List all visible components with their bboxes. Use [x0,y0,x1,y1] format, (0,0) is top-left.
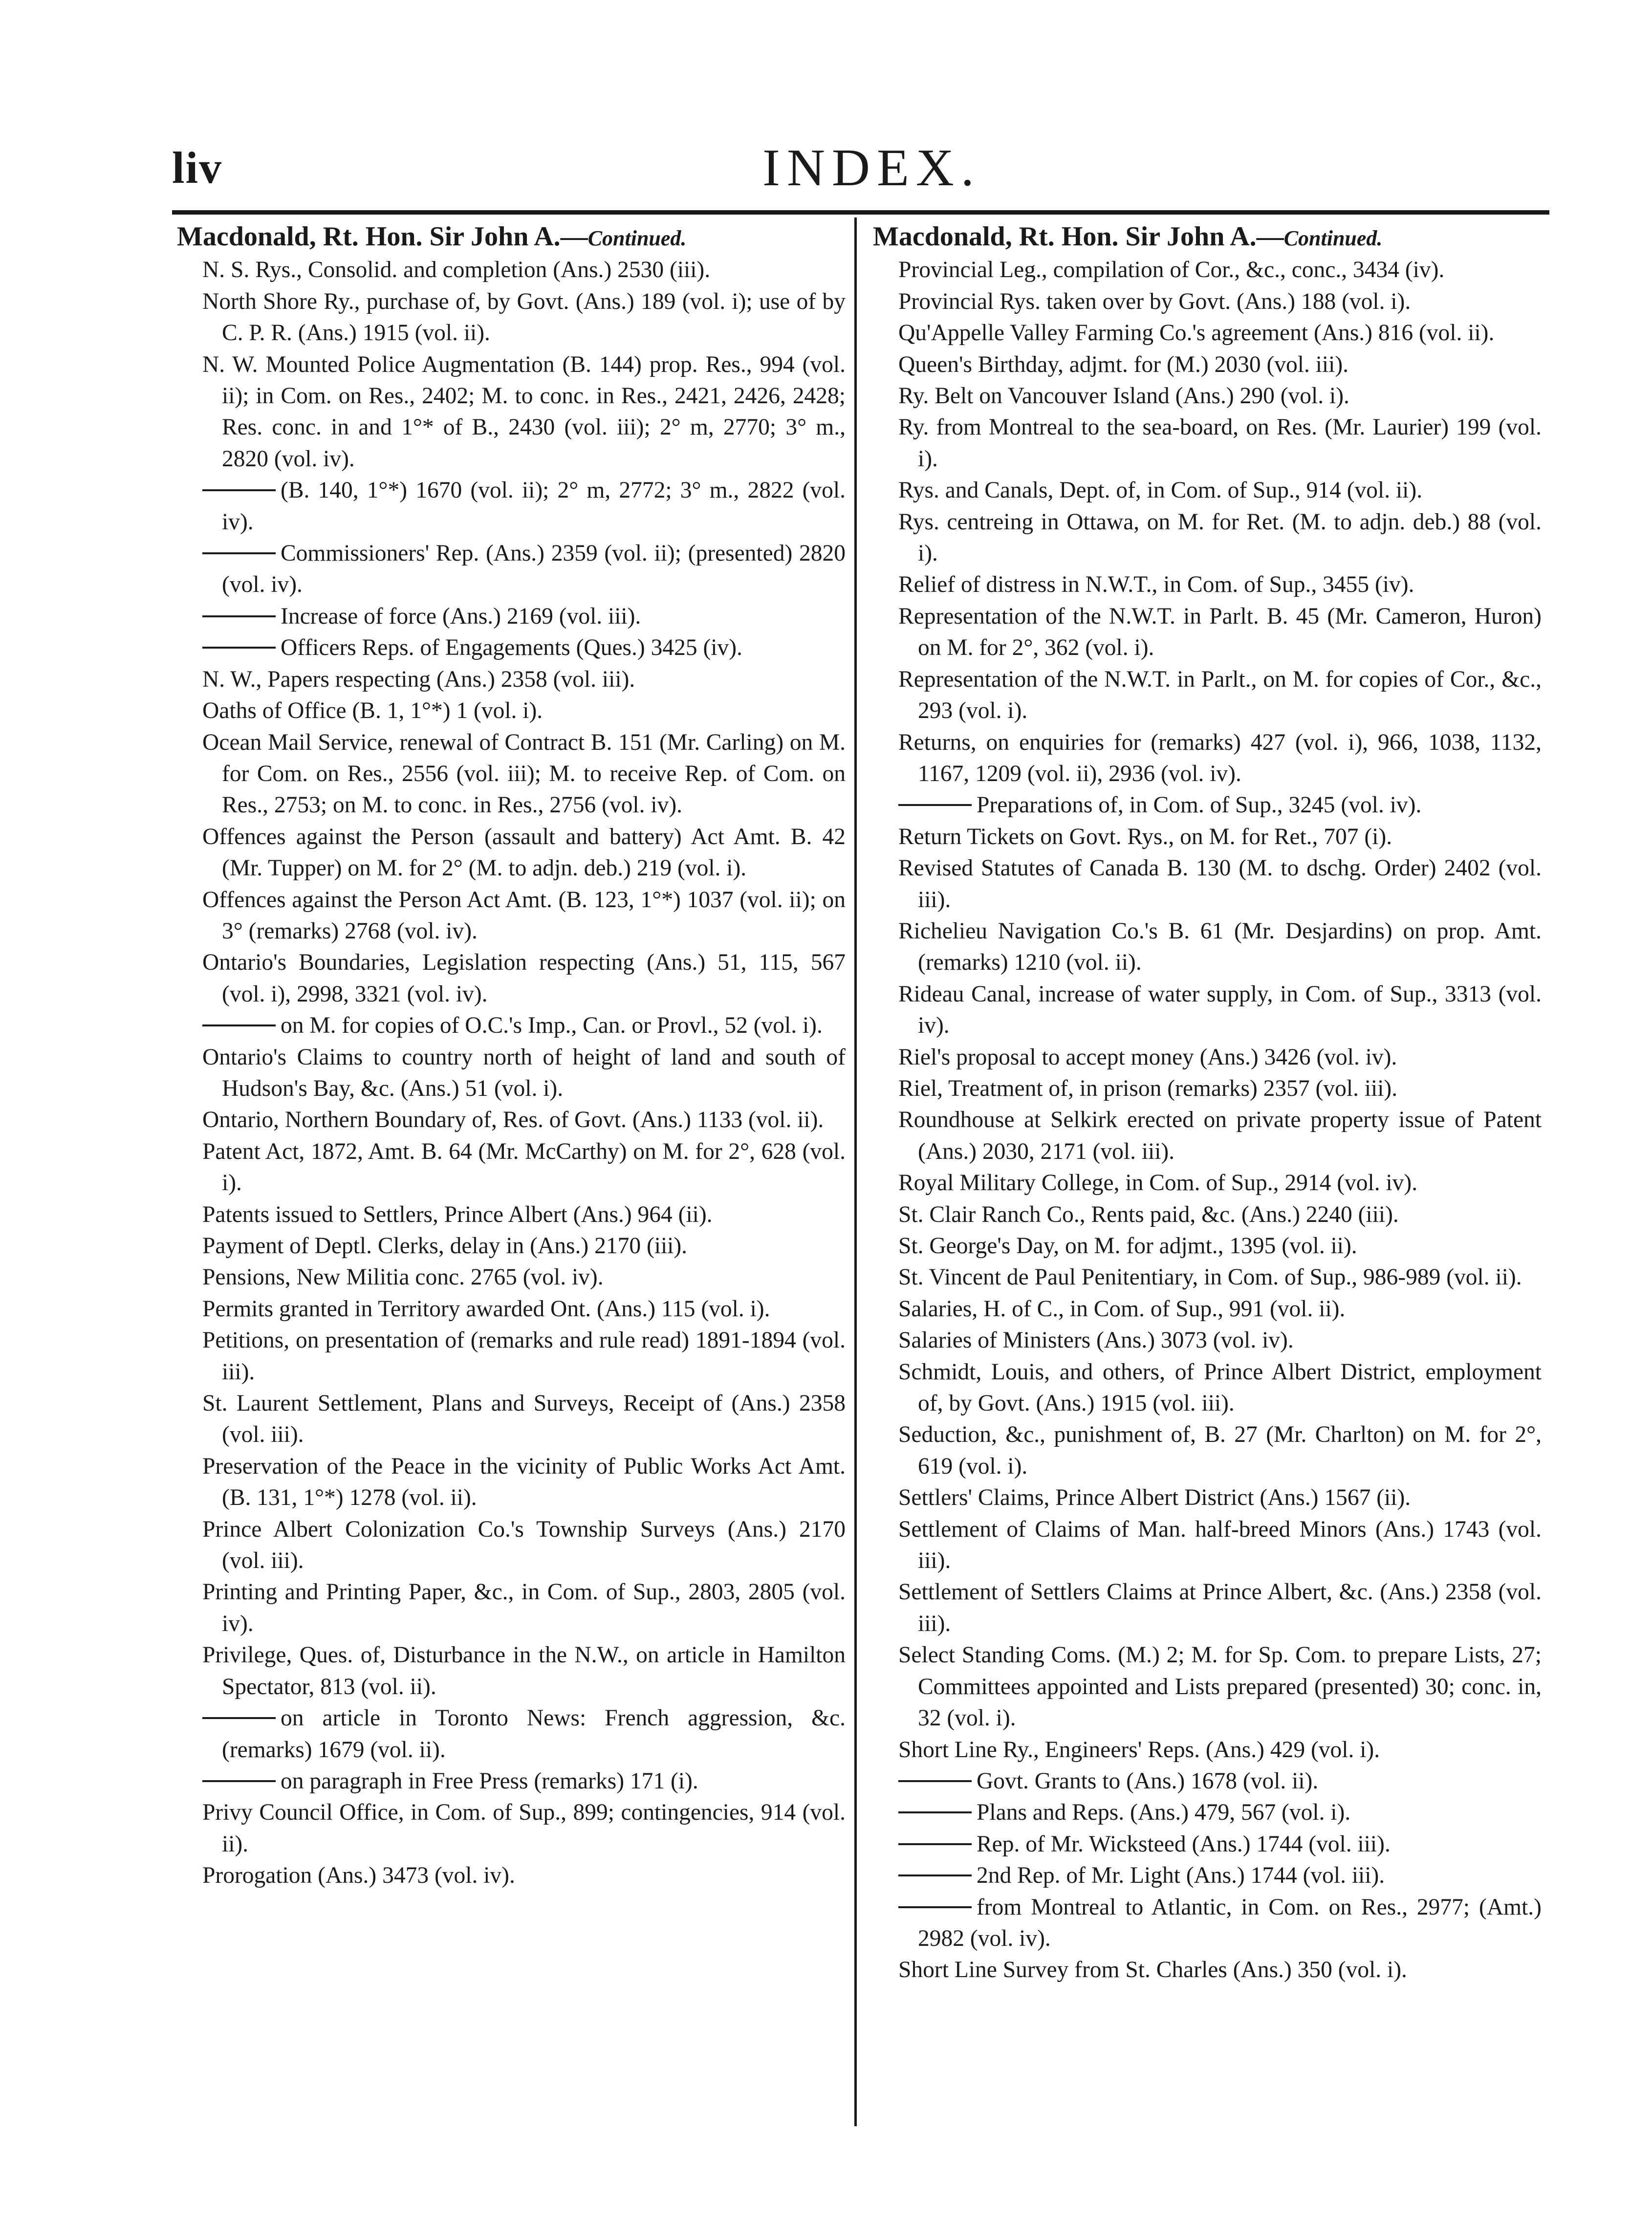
index-entry-text: Relief of distress in N.W.T., in Com. of Sup., 3455 (iv). [898,572,1414,598]
index-entry-text: Queen's Birthday, adjmt. for (M.) 2030 (vol. iii). [898,351,1349,377]
index-entry [222,475,846,538]
index-entry-text: Roundhouse at Selkirk erected on private property issue of Patent (Ans.) 2030, 2171 (vol. iii). [898,1107,1542,1164]
index-entry [898,1419,1542,1482]
index-entry [202,1797,846,1860]
index-entry [898,727,1542,790]
index-entry-text: Govt. Grants to (Ans.) 1678 (vol. ii). [977,1768,1319,1794]
index-entry [918,1892,1542,1955]
ditto-dash [202,552,276,554]
index-entry-text: Printing and Printing Paper, &c., in Com. of Sup., 2803, 2805 (vol. iv). [202,1579,846,1636]
index-entry [898,1199,1542,1230]
index-entry [898,506,1542,569]
index-entry-text: N. S. Rys., Consolid. and completion (Ans.) 2530 (iii). [202,257,711,283]
index-entry-text: Salaries, H. of C., in Com. of Sup., 991 (vol. ii). [898,1296,1346,1322]
column-divider [854,218,857,2126]
index-entry-text: N. W. Mounted Police Augmentation (B. 144) prop. Res., 994 (vol. ii); in Com. on Res., 2402; M. to conc. in Res., 2421, 2426, 2428; Res. conc. in and 1°* of B., 2430 (vol. iii); 2° m, 2770; 3° m., 2820 (vol. iv). [202,351,846,472]
index-entry [202,1860,846,1891]
index-entry [898,1734,1542,1765]
left-heading-continued: Continued. [587,226,687,250]
right-heading-continued: Continued. [1283,226,1383,250]
left-entry-list [177,254,846,1891]
index-entry [202,1262,846,1293]
ditto-dash [202,615,276,617]
page-number: liv [172,143,223,193]
index-entry-text: Rys. and Canals, Dept. of, in Com. of Sup., 914 (vol. ii). [898,478,1423,503]
index-entry-text: Settlement of Claims of Man. half-breed Minors (Ans.) 1743 (vol. iii). [898,1516,1542,1574]
index-entry [202,1199,846,1230]
index-entry-text: Officers Reps. of Engagements (Ques.) 3425 (iv). [281,635,742,661]
index-entry [898,1167,1542,1198]
index-entry-text: Petitions, on presentation of (remarks and rule read) 1891-1894 (vol. iii). [202,1328,846,1385]
index-entry-text: Prince Albert Colonization Co.'s Township Surveys (Ans.) 2170 (vol. iii). [202,1516,846,1574]
index-entry [222,632,846,663]
ditto-dash [202,489,276,491]
index-entry-text: St. Laurent Settlement, Plans and Surveys, Receipt of (Ans.) 2358 (vol. iii). [202,1391,846,1448]
ditto-dash [898,1811,972,1813]
index-entry-text: Oaths of Office (B. 1, 1°*) 1 (vol. i). [202,698,543,724]
index-entry-text: Settlement of Settlers Claims at Prince Albert, &c. (Ans.) 2358 (vol. iii). [898,1579,1542,1636]
index-entry [202,1451,846,1514]
index-entry [202,286,846,349]
index-entry-text: Increase of force (Ans.) 2169 (vol. iii). [281,603,641,629]
index-entry-text: Short Line Survey from St. Charles (Ans.) 350 (vol. i). [898,1957,1407,1983]
index-entry-text: from Montreal to Atlantic, in Com. on Res., 2977; (Amt.) 2982 (vol. iv). [918,1894,1542,1951]
index-entry [898,915,1542,979]
index-entry [898,664,1542,727]
index-entry-text: Preservation of the Peace in the vicinity of Public Works Act Amt. (B. 131, 1°*) 1278 (vol. ii). [202,1453,846,1511]
index-entry [202,1136,846,1199]
index-entry [222,1765,846,1797]
index-entry [898,852,1542,915]
index-entry [898,1356,1542,1419]
ditto-dash [202,647,276,649]
index-entry-text: Riel, Treatment of, in prison (remarks) 2357 (vol. iii). [898,1075,1398,1101]
index-entry-text: Provincial Leg., compilation of Cor., &c., conc., 3434 (iv). [898,257,1445,283]
index-entry-text: Rep. of Mr. Wicksteed (Ans.) 1744 (vol. iii). [977,1831,1391,1857]
ditto-dash [202,1780,276,1782]
index-entry [202,1514,846,1577]
index-entry [898,1293,1542,1325]
index-entry-text: Ontario's Boundaries, Legislation respecting (Ans.) 51, 115, 567 (vol. i), 2998, 3321 (vol. iv). [202,950,846,1007]
right-column [873,221,1542,1986]
index-entry-text: Royal Military College, in Com. of Sup., 2914 (vol. iv). [898,1170,1418,1196]
index-entry-text: Rys. centreing in Ottawa, on M. for Ret. (M. to adjn. deb.) 88 (vol. i). [898,509,1542,566]
index-entry [898,1042,1542,1073]
index-entry [898,1262,1542,1293]
index-entry [898,1230,1542,1262]
index-entry [202,947,846,1010]
index-entry-text: Ry. from Montreal to the sea-board, on Res. (Mr. Laurier) 199 (vol. i). [898,414,1542,472]
index-entry-text: 2nd Rep. of Mr. Light (Ans.) 1744 (vol. iii). [977,1863,1385,1889]
index-entry [202,1042,846,1105]
index-entry [898,1514,1542,1577]
index-entry [202,1576,846,1639]
right-column-heading [873,221,1542,254]
index-entry-text: Representation of the N.W.T. in Parlt., on M. for copies of Cor., &c., 293 (vol. i). [898,666,1542,724]
index-entry-text: Offences against the Person Act Amt. (B. 123, 1°*) 1037 (vol. ii); on 3° (remarks) 2768 (vol. iv). [202,887,846,944]
index-entry-text: Return Tickets on Govt. Rys., on M. for Ret., 707 (i). [898,824,1392,850]
index-entry-text: Privilege, Ques. of, Disturbance in the N.W., on article in Hamilton Spectator, 813 (vol. ii). [202,1642,846,1699]
index-entry [202,727,846,821]
index-entry [202,1639,846,1702]
index-entry-text: Payment of Deptl. Clerks, delay in (Ans.) 2170 (iii). [202,1233,688,1259]
index-entry-text: North Shore Ry., purchase of, by Govt. (Ans.) 189 (vol. i); use of by C. P. R. (Ans.) 1915 (vol. ii). [202,288,846,346]
index-entry [898,349,1542,380]
index-entry-text: on article in Toronto News: French aggression, &c. (remarks) 1679 (vol. ii). [222,1705,846,1763]
index-entry-text: Rideau Canal, increase of water supply, in Com. of Sup., 3313 (vol. iv). [898,981,1542,1039]
right-entry-list [873,254,1542,1985]
header-rule [172,210,1549,215]
index-entry [898,1576,1542,1639]
index-entry-text: Plans and Reps. (Ans.) 479, 567 (vol. i). [977,1800,1351,1826]
index-entry [898,1325,1542,1356]
index-entry [202,254,846,285]
index-entry [898,1073,1542,1104]
index-entry [222,1010,846,1041]
ditto-dash [202,1024,276,1026]
index-entry [202,695,846,726]
index-entry [898,601,1542,664]
index-entry [898,1104,1542,1167]
index-entry [202,1230,846,1262]
index-entry-text: Ry. Belt on Vancouver Island (Ans.) 290 (vol. i). [898,383,1349,409]
index-entry [202,821,846,884]
index-entry [918,1765,1542,1797]
index-entry [202,664,846,695]
index-entry [202,349,846,475]
index-entry [202,1293,846,1325]
index-entry [898,412,1542,475]
index-entry-text: St. George's Day, on M. for adjmt., 1395 (vol. ii). [898,1233,1357,1259]
index-entry-text: Patent Act, 1872, Amt. B. 64 (Mr. McCarthy) on M. for 2°, 628 (vol. i). [202,1138,846,1196]
index-entry [918,1797,1542,1828]
index-entry-text: Seduction, &c., punishment of, B. 27 (Mr. Charlton) on M. for 2°, 619 (vol. i). [898,1422,1542,1479]
left-heading-text: Macdonald, Rt. Hon. Sir John A.— [177,221,588,252]
ditto-dash [898,1906,972,1908]
index-entry-text: N. W., Papers respecting (Ans.) 2358 (vol. iii). [202,666,635,692]
index-entry-text: Preparations of, in Com. of Sup., 3245 (vol. iv). [977,792,1422,818]
index-entry [898,286,1542,317]
index-entry [898,475,1542,506]
index-entry [898,1954,1542,1985]
index-entry [222,1702,846,1765]
index-entry [898,821,1542,852]
index-entry-text: Ontario, Northern Boundary of, Res. of Govt. (Ans.) 1133 (vol. ii). [202,1107,824,1133]
index-entry-text: Settlers' Claims, Prince Albert District (Ans.) 1567 (ii). [898,1485,1411,1511]
index-entry-text: Salaries of Ministers (Ans.) 3073 (vol. iv). [898,1328,1294,1353]
index-entry [898,254,1542,285]
index-entry-text: Prorogation (Ans.) 3473 (vol. iv). [202,1863,515,1889]
index-entry-text: Patents issued to Settlers, Prince Albert (Ans.) 964 (ii). [202,1201,713,1227]
index-entry [202,884,846,947]
page-title: INDEX. [762,139,981,197]
index-entry-text: St. Clair Ranch Co., Rents paid, &c. (Ans.) 2240 (iii). [898,1201,1399,1227]
index-entry-text: Returns, on enquiries for (remarks) 427 (vol. i), 966, 1038, 1132, 1167, 1209 (vol. ii), 2936 (vol. iv). [898,729,1542,786]
index-entry [918,789,1542,821]
ditto-dash [898,1874,972,1876]
ditto-dash [898,804,972,806]
index-entry [222,601,846,632]
index-entry-text: Schmidt, Louis, and others, of Prince Albert District, employment of, by Govt. (Ans.) 1915 (vol. iii). [898,1359,1542,1416]
index-entry [202,1104,846,1135]
index-entry-text: Revised Statutes of Canada B. 130 (M. to dschg. Order) 2402 (vol. iii). [898,855,1542,913]
index-entry [202,1388,846,1451]
index-entry [898,380,1542,412]
index-entry [898,1639,1542,1734]
index-entry-text: Provincial Rys. taken over by Govt. (Ans.) 188 (vol. i). [898,288,1411,314]
index-entry [918,1860,1542,1891]
index-entry-text: Representation of the N.W.T. in Parlt. B. 45 (Mr. Cameron, Huron) on M. for 2°, 362 (vol. i). [898,603,1542,661]
ditto-dash [898,1780,972,1782]
index-entry-text: Ocean Mail Service, renewal of Contract B. 151 (Mr. Carling) on M. for Com. on Res., 2556 (vol. iii); M. to receive Rep. of Com. on Res., 2753; on M. to conc. in Res., 2756 (vol. iv). [202,729,846,818]
index-entry-text: Ontario's Claims to country north of height of land and south of Hudson's Bay, &c. (Ans.) 51 (vol. i). [202,1044,846,1101]
index-entry [898,569,1542,600]
index-entry-text: Pensions, New Militia conc. 2765 (vol. iv). [202,1264,604,1290]
index-entry-text: Qu'Appelle Valley Farming Co.'s agreement (Ans.) 816 (vol. ii). [898,320,1495,346]
index-entry [898,1482,1542,1513]
index-entry-text: Riel's proposal to accept money (Ans.) 3426 (vol. iv). [898,1044,1397,1070]
left-column [177,221,846,1892]
index-entry-text: (B. 140, 1°*) 1670 (vol. ii); 2° m, 2772; 3° m., 2822 (vol. iv). [222,478,846,535]
left-column-heading [177,221,846,254]
ditto-dash [202,1717,276,1719]
ditto-dash [898,1843,972,1845]
index-entry [202,1325,846,1388]
index-entry-text: Select Standing Coms. (M.) 2; M. for Sp. Com. to prepare Lists, 27; Committees appointed and Lists prepared (presented) 30; conc. in, 32 (vol. i). [898,1642,1542,1731]
index-entry [898,317,1542,349]
index-entry-text: Commissioners' Rep. (Ans.) 2359 (vol. ii); (presented) 2820 (vol. iv). [222,541,846,598]
index-entry [918,1829,1542,1860]
index-entry-text: on paragraph in Free Press (remarks) 171 (i). [281,1768,698,1794]
index-entry [222,538,846,601]
index-entry [898,979,1542,1042]
right-heading-text: Macdonald, Rt. Hon. Sir John A.— [873,221,1284,252]
index-entry-text: Privy Council Office, in Com. of Sup., 899; contingencies, 914 (vol. ii). [202,1800,846,1857]
index-entry-text: Permits granted in Territory awarded Ont. (Ans.) 115 (vol. i). [202,1296,770,1322]
index-entry-text: on M. for copies of O.C.'s Imp., Can. or Provl., 52 (vol. i). [281,1013,823,1039]
index-entry-text: Richelieu Navigation Co.'s B. 61 (Mr. Desjardins) on prop. Amt. (remarks) 1210 (vol. ii). [898,918,1542,976]
index-entry-text: Short Line Ry., Engineers' Reps. (Ans.) 429 (vol. i). [898,1737,1380,1763]
index-entry-text: Offences against the Person (assault and battery) Act Amt. B. 42 (Mr. Tupper) on M. for 2° (M. to adjn. deb.) 219 (vol. i). [202,824,846,881]
index-entry-text: St. Vincent de Paul Penitentiary, in Com. of Sup., 986-989 (vol. ii). [898,1264,1522,1290]
